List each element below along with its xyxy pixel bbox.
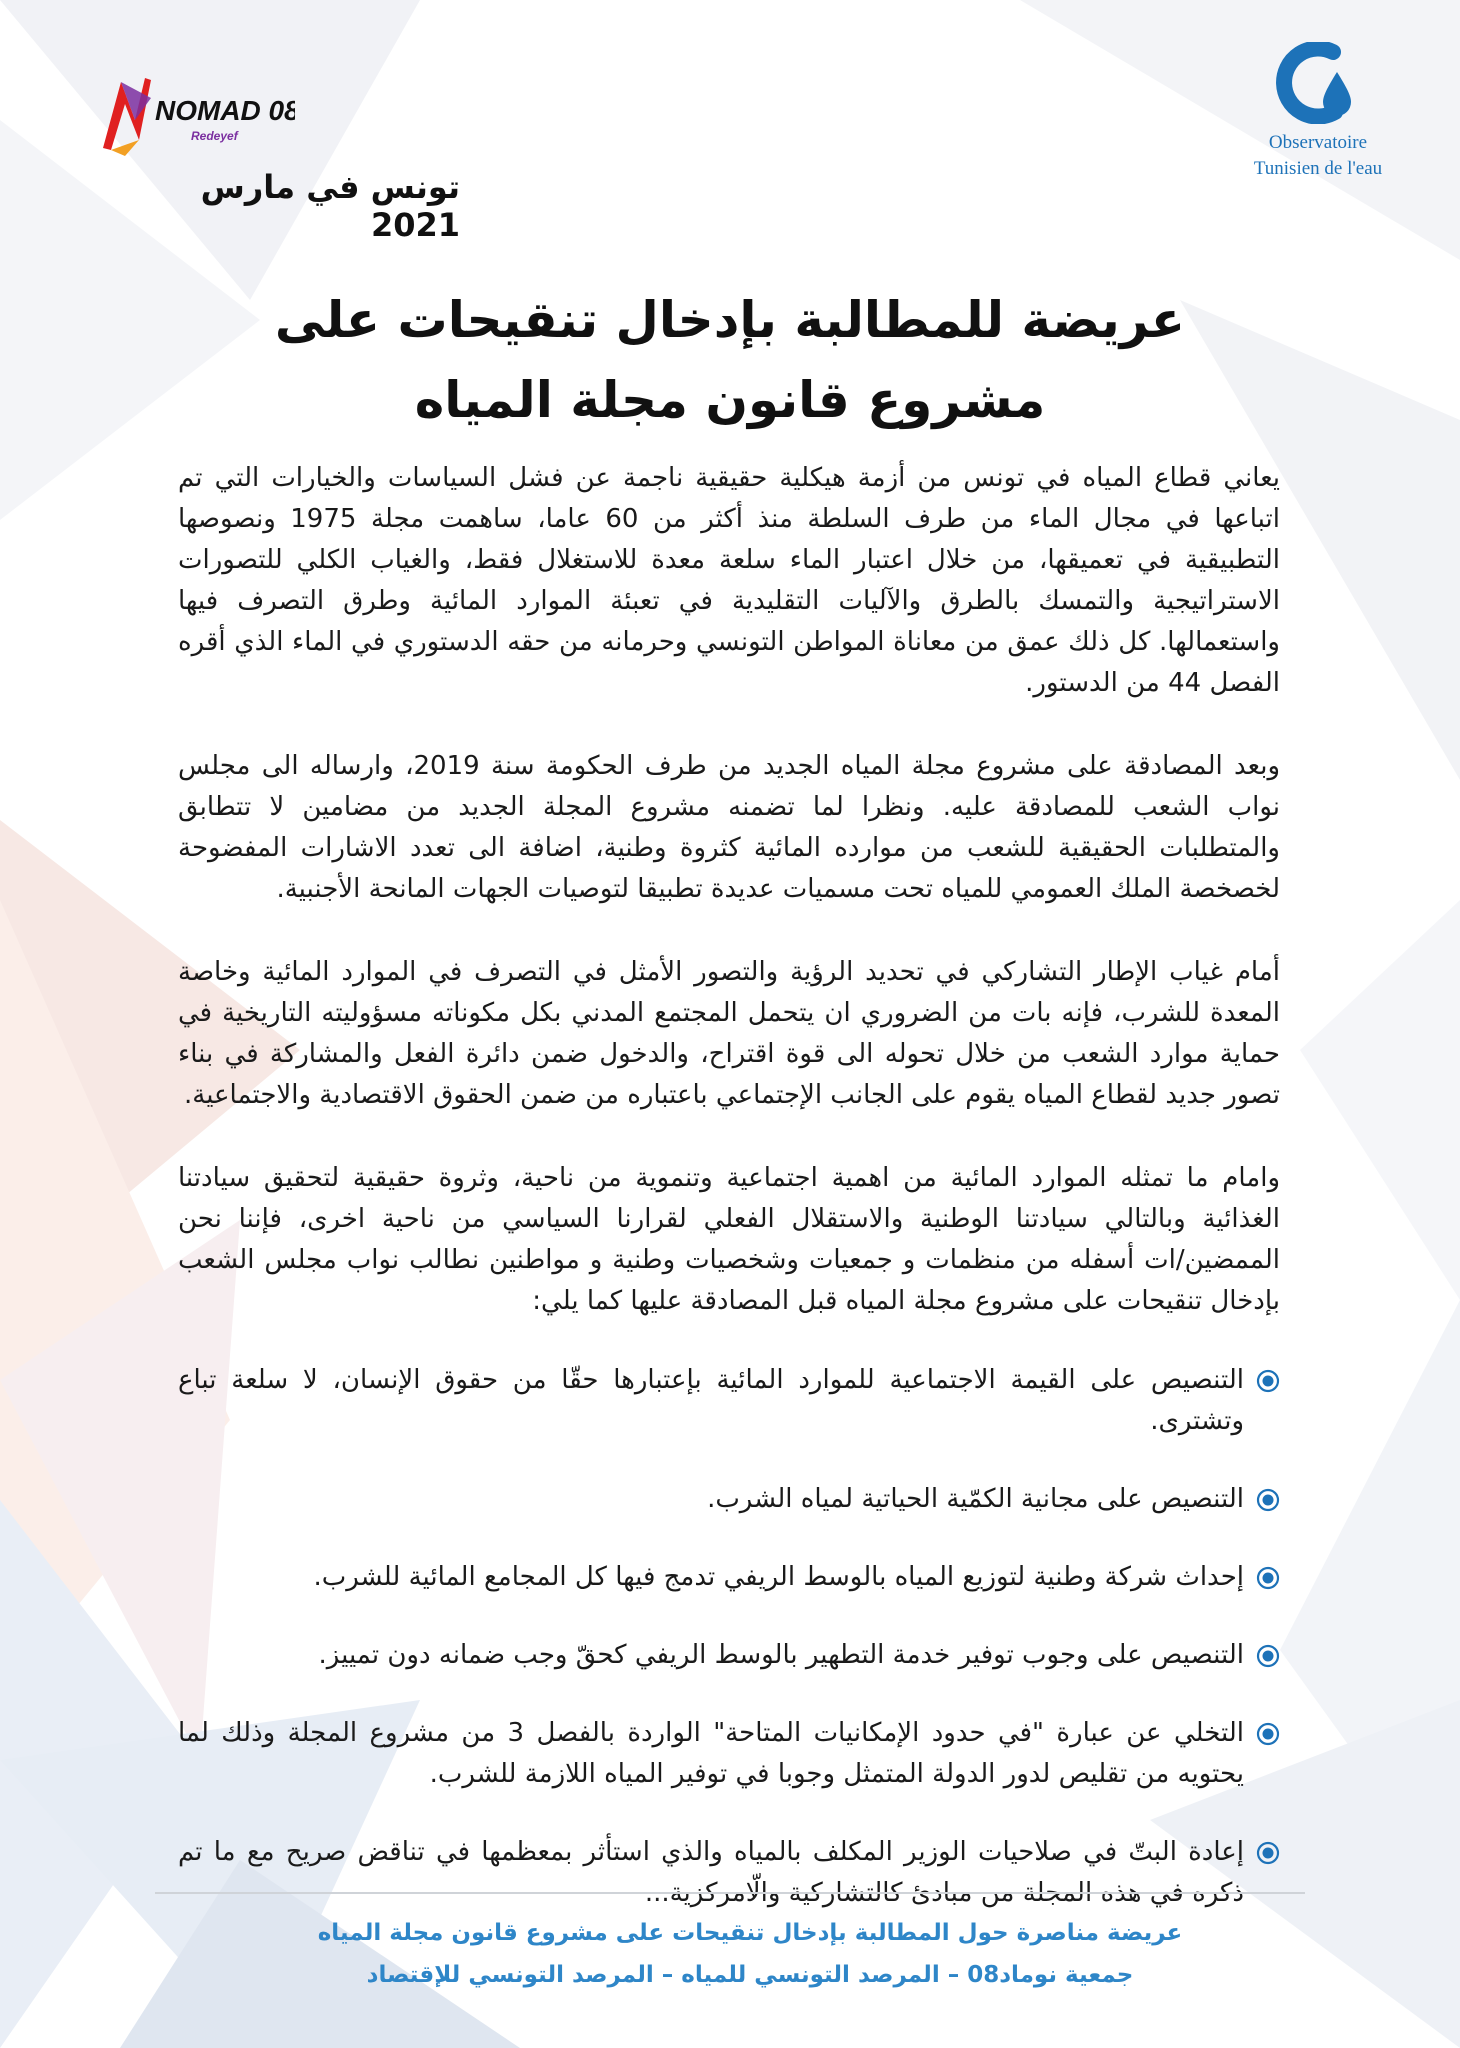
observatory-name-line2: Tunisien de l'eau (1253, 158, 1383, 179)
radio-bullet-icon (1256, 1644, 1280, 1668)
observatory-name-line1: Observatoire (1268, 132, 1368, 153)
footer (200, 1912, 1300, 1996)
list-item (178, 1479, 1280, 1520)
paragraph-context: يعاني قطاع المياه في تونس من أزمة هيكلية حقيقية ناجمة عن فشل السياسات والخيارات التي تم اتباعها في مجال الماء من طرف السلطة منذ أكثر من 60 عاما، ساهمت مجلة 1975 ونصوصها التطبيقية في تعميقها، من خلال اعتبار الماء سلعة معدة للاستغلال فقط، والغياب الكلي للتصورات الاستراتيجية والتمسك بالطرق والآليات التقليدية في تعبئة الموارد المائية وطرق التصرف فيها واستعمالها. كل ذلك عمق من معاناة المواطن التونسي وحرمانه من حقه الدستوري في الماء الذي أقره الفصل 44 من الدستور. (178, 463, 1280, 698)
paragraph-civil-society: أمام غياب الإطار التشاركي في تحديد الرؤية والتصور الأمثل في التصرف في الموارد المائية وخاصة المعدة للشرب، فإنه بات من الضروري ان يتحمل المجتمع المدني بكل مكوناته مسؤوليته التاريخية في حماية موارد الشعب من خلال تحوله الى قوة اقتراح، والدخول ضمن دائرة الفعل والمشاركة في بناء تصور جديد لقطاع المياه يقوم على الجانب الإجتماعي باعتباره من ضمن الحقوق الاقتصادية والاجتماعية. (178, 957, 1280, 1110)
demand-text: إحداث شركة وطنية لتوزيع المياه بالوسط الريفي تدمج فيها كل المجامع المائية للشرب. (313, 1562, 1244, 1592)
demand-text: التنصيص على القيمة الاجتماعية للموارد المائية بإعتبارها حقّا من حقوق الإنسان، لا سلعة تباع وتشترى. (178, 1365, 1244, 1436)
list-item (178, 1635, 1280, 1676)
radio-bullet-icon (1256, 1722, 1280, 1746)
footer-line-1: عريضة مناصرة حول المطالبة بإدخال تنقيحات على مشروع قانون مجلة المياه (317, 1920, 1183, 1946)
radio-bullet-icon (1256, 1566, 1280, 1590)
nomad-logo-text: NOMAD 08 (155, 95, 295, 126)
list-item (178, 1557, 1280, 1598)
demands-list (178, 1360, 1280, 1914)
title-line-1: عريضة للمطالبة بإدخال تنقيحات على (274, 291, 1186, 349)
water-drop-icon (1263, 42, 1373, 124)
document-date: تونس في مارس 2021 (200, 168, 460, 244)
nomad08-logo (95, 68, 295, 160)
list-item (178, 1360, 1280, 1442)
radio-bullet-icon (1256, 1488, 1280, 1512)
demand-text: التنصيص على مجانية الكمّية الحياتية لمياه الشرب. (707, 1484, 1244, 1514)
document-title (180, 280, 1280, 440)
radio-bullet-icon (1256, 1841, 1280, 1865)
list-item (178, 1713, 1280, 1795)
demand-text: إعادة البتّ في صلاحيات الوزير المكلف بالمياه والذي استأثر بمعظمها في تناقض صريح مع ما تم ذكره في هذه المجلة من مبادئ كالتشاركية والّامركزية... (178, 1837, 1244, 1908)
petition-body (178, 458, 1280, 1951)
list-item (178, 1832, 1280, 1914)
paragraph-draft-code: وبعد المصادقة على مشروع مجلة المياه الجديد من طرف الحكومة سنة 2019، وارساله الى مجلس نواب الشعب للمصادقة عليه. ونظرا لما تضمنه مشروع المجلة الجديد من مضامين لا تتطابق والمتطلبات الحقيقية للشعب من موارده المائية كثروة وطنية، اضافة الى تعدد الاشارات المفضوحة لخصخصة الملك العمومي للمياه تحت مسميات عديدة تطبيقا لتوصيات الجهات المانحة الأجنبية. (178, 751, 1280, 904)
nomad-logo-subtext: Redeyef (191, 129, 238, 143)
observatory-logo (1228, 42, 1408, 177)
paragraph-demand-intro: وامام ما تمثله الموارد المائية من اهمية اجتماعية وتنموية من ناحية، وثروة حقيقية لتحقيق سيادتنا الغذائية وبالتالي سيادتنا الوطنية والاستقلال الفعلي لقرارنا السياسي من ناحية اخرى، فإننا نحن الممضين/ات أسفله من منظمات و جمعيات وشخصيات وطنية و مواطنين نطالب نواب مجلس الشعب بإدخال تنقيحات على مشروع مجلة المياه قبل المصادقة عليها كما يلي: (178, 1163, 1280, 1316)
footer-divider (155, 1892, 1305, 1894)
title-line-2: مشروع قانون مجلة المياه (414, 371, 1046, 429)
demand-text: التخلي عن عبارة "في حدود الإمكانيات المتاحة" الواردة بالفصل 3 من مشروع المجلة وذلك لما يحتويه من تقليص لدور الدولة المتمثل وجوبا في توفير المياه اللازمة للشرب. (178, 1718, 1244, 1789)
footer-line-2: جمعية نوماد08 – المرصد التونسي للمياه – المرصد التونسي للإقتصاد (366, 1962, 1134, 1988)
radio-bullet-icon (1256, 1369, 1280, 1393)
demand-text: التنصيص على وجوب توفير خدمة التطهير بالوسط الريفي كحقّ وجب ضمانه دون تمييز. (318, 1640, 1244, 1670)
